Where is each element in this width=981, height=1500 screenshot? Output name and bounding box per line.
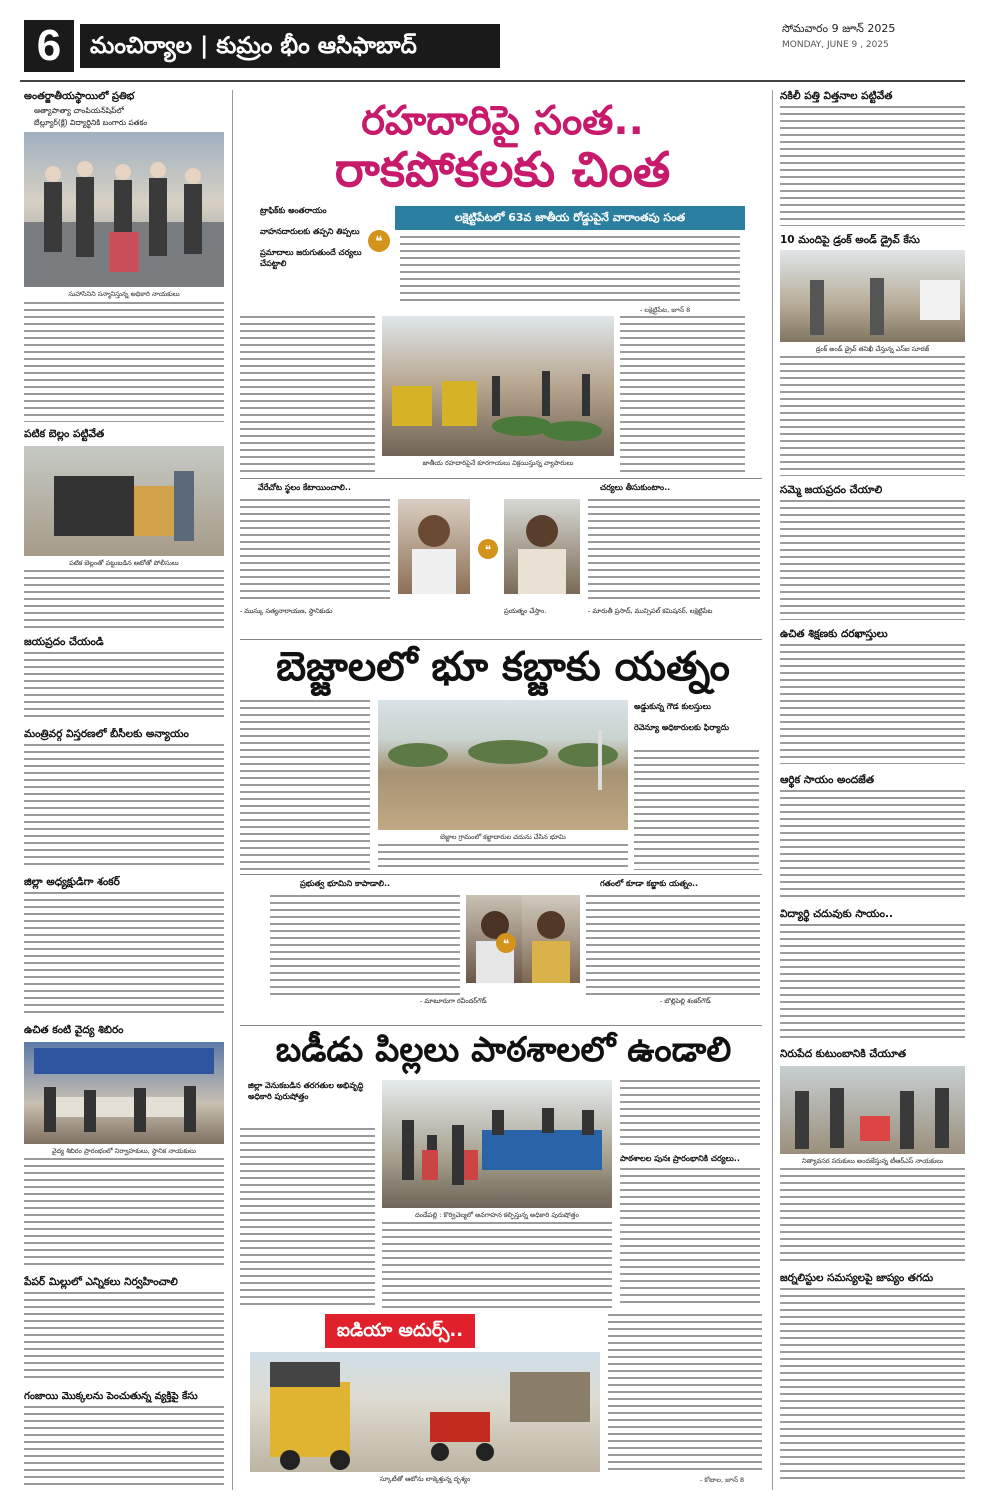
article-head: ఉచిత కంటి వైద్య శిబిరం bbox=[24, 1024, 124, 1036]
left-column bbox=[24, 90, 224, 1495]
article-head: పటిక బెల్లం పట్టివేత bbox=[24, 428, 105, 440]
article-body bbox=[634, 750, 759, 870]
article-body bbox=[240, 1128, 375, 1308]
article-head: సమ్మె జయప్రదం చేయాలి bbox=[780, 484, 883, 496]
article-body bbox=[620, 1168, 760, 1308]
quote-signature: - మారుతీ ప్రసాద్, మున్సిపల్ కమిషనర్, లక్షెట్టిపేట bbox=[588, 607, 713, 615]
article-head: అంతర్జాతీయస్థాయిలో ప్రతిభ bbox=[24, 91, 135, 102]
seizure-photo bbox=[24, 446, 224, 556]
article-head: ఆర్థిక సాయం అందజేత bbox=[780, 774, 875, 786]
quotes-box bbox=[240, 478, 762, 640]
quote-title: గతంలో కూడా కబ్జాకు యత్నం.. bbox=[600, 879, 699, 888]
photo-caption: పటిక బెల్లంతో పట్టుబడిన ఆటోతో పోలీసులు bbox=[69, 559, 179, 567]
article-body bbox=[378, 844, 628, 870]
bullet-list bbox=[260, 206, 385, 270]
article-body bbox=[780, 356, 965, 476]
quote-signature: - మాటూరుగా రవీందర్‌గౌడ్ bbox=[420, 997, 487, 1005]
article-head: జిల్లా అధ్యక్షుడిగా శంకర్ bbox=[24, 876, 120, 888]
main-title-line1: రహదారిపై సంత.. bbox=[361, 98, 644, 144]
market-photo bbox=[382, 316, 614, 456]
article-body bbox=[608, 1314, 762, 1474]
dateline: - లక్షెట్టిపేట, జూన్ 8 bbox=[640, 306, 691, 314]
article-body bbox=[240, 316, 375, 474]
quote-body bbox=[270, 895, 460, 995]
land-quotes-box bbox=[240, 874, 762, 1026]
portrait-satyanarayana bbox=[398, 499, 470, 594]
column-divider bbox=[232, 90, 233, 1490]
article-body bbox=[780, 1288, 965, 1484]
article-head: జర్నలిస్టుల సమస్యలపై జాప్యం తగదు bbox=[780, 1272, 934, 1284]
aid-photo bbox=[780, 1066, 965, 1154]
article-body bbox=[24, 1292, 224, 1382]
school-title: బడీడు పిల్లలు పాఠశాలలో ఉండాలి bbox=[275, 1030, 732, 1070]
center-column bbox=[240, 90, 765, 1495]
masthead-rule bbox=[20, 80, 965, 82]
bullet-item: వాహనదారులకు తప్పని తిప్పలు bbox=[260, 227, 360, 236]
idea-banner-text: ఐడియా అదుర్స్.. bbox=[336, 1320, 464, 1341]
bullet-item: రెవెన్యూ అధికారులకు ఫిర్యాదు bbox=[634, 723, 730, 732]
drunk-drive-photo bbox=[780, 250, 965, 342]
bullet-item: జిల్లా వెనుకబడిన తరగతుల అభివృద్ధి అధికారి పురుషోత్తం bbox=[248, 1081, 364, 1101]
photo-graphic bbox=[24, 132, 224, 287]
quote-title: వేరేచోట స్థలం కేటాయించాలి.. bbox=[258, 483, 351, 492]
page-number: 6 bbox=[36, 21, 62, 70]
dateline: - కోటాల, జూన్ 8 bbox=[700, 1476, 745, 1484]
photo-caption: సుహాసినిని సన్మానిస్తున్న అధికారి నాయకులు bbox=[68, 290, 180, 298]
school-subhead: పాఠశాలల పునః ప్రారంభానికి చర్యలు.. bbox=[620, 1154, 740, 1163]
photo-caption: జాతీయ రహదారిపైనే కూరగాయలు విక్రయిస్తున్న వ్యాపారులు bbox=[422, 459, 574, 467]
article-body bbox=[240, 700, 370, 870]
photo-caption: వైద్య శిబిరం ప్రారంభంలో నిర్వాహకులు, స్థానిక నాయకులు bbox=[52, 1147, 196, 1155]
quote-title: చర్యలు తీసుకుంటాం.. bbox=[600, 483, 671, 492]
photo-caption: బెజ్జాల గ్రామంలో కబ్జాదారుల చదును చేసిన భూమి bbox=[440, 833, 566, 841]
idea-photo bbox=[250, 1352, 600, 1472]
date-te: సోమవారం 9 జూన్ 2025 bbox=[782, 22, 896, 35]
article-body bbox=[780, 790, 965, 900]
article-head: 10 మందిపై డ్రంక్ అండ్ డ్రైవ్ కేసు bbox=[780, 234, 920, 246]
school-photo bbox=[382, 1080, 612, 1208]
main-banner bbox=[395, 206, 745, 230]
article-body bbox=[780, 1168, 965, 1264]
article-head: నిరుపేద కుటుంబానికి చేయూత bbox=[780, 1048, 907, 1060]
quote-icon: ❝ bbox=[478, 539, 498, 559]
article-body bbox=[780, 500, 965, 620]
quote-signature: - బొల్లిపెల్లి శంకర్‌గౌడ్ bbox=[660, 997, 711, 1005]
article-body bbox=[24, 1406, 224, 1486]
quote-icon: ❝ bbox=[368, 230, 390, 252]
article-body bbox=[780, 924, 965, 1040]
right-column bbox=[780, 90, 965, 1495]
land-bullets bbox=[634, 702, 759, 734]
portrait-commissioner bbox=[504, 499, 580, 594]
masthead bbox=[0, 0, 981, 84]
photo-caption: డ్రంక్ అండ్ డ్రైవ్ తనిఖీ చేస్తున్న ఎస్ఐ సూరజ్ bbox=[815, 345, 930, 353]
article-body bbox=[24, 744, 224, 869]
photo-caption: స్కూటీతో ఆటోను లాక్కెళ్తున్న దృశ్యం bbox=[379, 1475, 471, 1483]
quote-title: ప్రభుత్వ భూమిని కాపాడాలి.. bbox=[300, 879, 391, 888]
land-title: బెజ్జాలలో భూ కబ్జాకు యత్నం bbox=[276, 644, 730, 690]
quote-body bbox=[588, 499, 760, 599]
main-title-line2: రాకపోకలకు చింత bbox=[334, 142, 671, 198]
date-en: MONDAY, JUNE 9 , 2025 bbox=[782, 40, 889, 50]
portrait-shankargoud bbox=[522, 895, 580, 983]
article-sub: బేల్ల్యూర్(క్లే) విద్యార్థినికి బంగారు పతకం bbox=[34, 118, 148, 127]
quote-body bbox=[586, 895, 760, 995]
article-body bbox=[620, 1080, 760, 1150]
article-body bbox=[24, 1158, 224, 1268]
eye-camp-photo bbox=[24, 1042, 224, 1144]
idea-banner bbox=[325, 1314, 475, 1348]
article-sub: ఆత్యాపాత్యా చాంపియన్‌షిప్‌లో bbox=[34, 106, 124, 115]
article-head: మంత్రివర్గ విస్తరణలో బీసీలకు అన్యాయం bbox=[24, 728, 189, 740]
land-photo bbox=[378, 700, 628, 830]
quote-mid: ప్రయత్నం చేస్తాం. bbox=[504, 607, 547, 615]
section-title: మంచిర్యాల | కుమ్రం భీం ఆసిఫాబాద్ bbox=[90, 33, 417, 59]
article-body bbox=[24, 892, 224, 1017]
article-body bbox=[382, 1222, 612, 1308]
photo-caption: దండేపల్లి : కొర్విచెల్మలో అవగాహన కల్పిస్తున్న అధికారి పురుషోత్తం bbox=[415, 1211, 579, 1219]
article-head: జయప్రదం చేయండి bbox=[24, 636, 104, 648]
article-head: నకిలీ పత్తి విత్తనాల పట్టివేత bbox=[780, 90, 893, 102]
article-body bbox=[24, 570, 224, 630]
article-head: గంజాయి మొక్కలను పెంచుతున్న వ్యక్తిపై కేసు bbox=[24, 1391, 198, 1402]
quote-body bbox=[240, 499, 390, 599]
article-body bbox=[780, 106, 965, 226]
article-body bbox=[24, 652, 224, 722]
article-head: పేపర్ మిల్లులో ఎన్నికలు నిర్వహించాలి bbox=[24, 1276, 178, 1288]
award-photo bbox=[24, 132, 224, 287]
article-head: విద్యార్థి చదువుకు సాయం.. bbox=[780, 908, 893, 920]
article-head: ఉచిత శిక్షణకు దరఖాస్తులు bbox=[780, 628, 888, 640]
photo-caption: నిత్యావసర సరుకులు అందజేస్తున్న టీఆర్ఎస్ నాయకులు bbox=[801, 1157, 944, 1165]
column-divider bbox=[772, 90, 773, 1490]
article-body bbox=[780, 644, 965, 764]
bullet-item: అడ్డుకున్న గౌడ కులస్తులు bbox=[634, 702, 711, 711]
bullet-item: ట్రాఫిక్‌కు అంతరాయం bbox=[260, 206, 327, 215]
section-title-bar bbox=[80, 24, 500, 68]
quote-signature: - ముస్కు సత్యనారాయణ, స్థానికుడు bbox=[240, 607, 333, 615]
article-body bbox=[24, 302, 224, 422]
quote-icon: ❝ bbox=[496, 933, 516, 953]
main-banner-text: లక్షెట్టిపేటలో 63వ జాతీయ రోడ్డుపైనే వారాంతపు సంత bbox=[454, 211, 686, 224]
lead-paragraph bbox=[400, 236, 740, 304]
school-bullet bbox=[248, 1080, 368, 1102]
page-number-box bbox=[24, 20, 74, 72]
bullet-item: ప్రమాదాలు జరుగుతుందే చర్యలు చేపట్టాలి bbox=[260, 248, 362, 268]
article-body bbox=[620, 316, 745, 474]
